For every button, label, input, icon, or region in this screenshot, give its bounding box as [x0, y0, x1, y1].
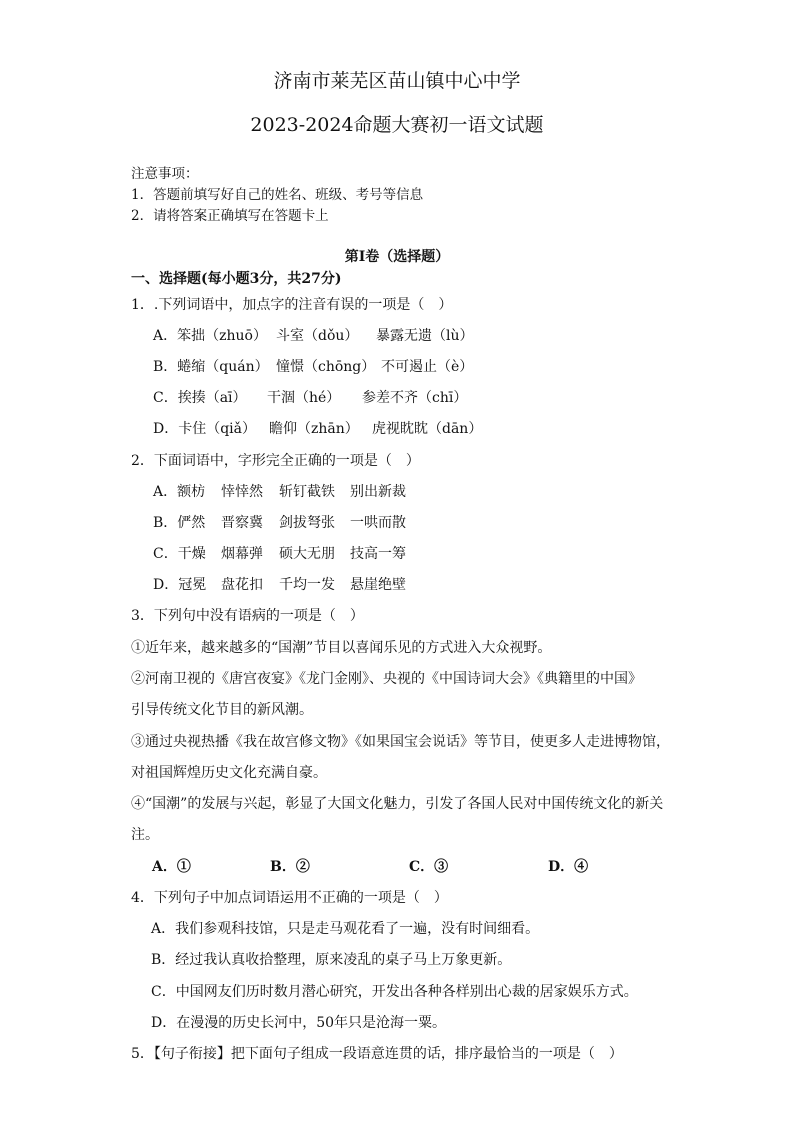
q3-choice-a: A．①: [152, 859, 191, 875]
question-3-sentence-4: ④“国潮”的发展与兴起，彰显了大国文化魅力，引发了各国人民对中国传统文化的新关: [131, 796, 664, 812]
question-3-stem: 3．下列句中没有语病的一项是（ ）: [131, 608, 364, 624]
q2-b-word-3: 剑拔弩张: [279, 515, 335, 531]
q2-a-word-1: A．额枋: [153, 484, 206, 500]
section-heading: 一、选择题(每小题3分，共27分): [131, 271, 342, 287]
q2-d-word-2: 盘花扣: [221, 577, 263, 593]
note-item-2: 2．请将答案正确填写在答题卡上: [131, 208, 329, 224]
question-4-option-a: A．我们参观科技馆，只是走马观花看了一遍，没有时间细看。: [151, 921, 540, 937]
q2-b-word-4: 一哄而散: [350, 515, 406, 531]
school-title: 济南市莱芜区苗山镇中心中学: [273, 70, 521, 92]
q2-d-word-1: D．冠冕: [153, 577, 207, 593]
q2-b-word-1: B．俨然: [153, 515, 206, 531]
note-item-1: 1．答题前填写好自己的姓名、班级、考号等信息: [131, 187, 424, 203]
question-4-stem: 4．下列句子中加点词语运用不正确的一项是（ ）: [131, 890, 448, 906]
question-3-sentence-1: ①近年来，越来越多的“国潮”节目以喜闻乐见的方式进入大众视野。: [131, 640, 552, 656]
q1-d-word-2: 瞻仰（zhān）: [269, 421, 359, 437]
q2-d-word-3: 千均一发: [279, 577, 335, 593]
q1-a-word-2: 斗室（dǒu）: [276, 328, 359, 344]
question-3-sentence-3-cont: 对祖国辉煌历史文化充满自豪。: [131, 765, 327, 781]
question-5-stem: 5．【句子衔接】把下面句子组成一段语意连贯的话，排序最恰当的一项是（ ）: [131, 1046, 623, 1062]
q3-choice-d: D．④: [548, 859, 589, 875]
question-3-sentence-3: ③通过央视热播《我在故宫修文物》《如果国宝会说话》等节目，使更多人走进博物馆，: [131, 734, 670, 750]
question-4-option-c: C．中国网友们历时数月潜心研究，开发出各种各样别出心裁的居家娱乐方式。: [151, 984, 638, 1000]
q1-b-word-2: 憧憬（chōng）: [276, 359, 376, 375]
question-4-option-d: D．在漫漫的历史长河中，50年只是沧海一粟。: [151, 1015, 447, 1031]
q1-a-word-3: 暴露无遗（lù）: [376, 328, 474, 344]
q2-c-word-3: 硕大无朋: [279, 546, 335, 562]
q2-c-word-2: 烟幕弹: [221, 546, 263, 562]
q2-b-word-2: 晋察冀: [221, 515, 263, 531]
q1-b-word-3: 不可遏止（è）: [381, 359, 474, 375]
q2-d-word-4: 悬崖绝壁: [350, 577, 406, 593]
q1-d-word-3: 虎视眈眈（dān）: [372, 421, 483, 437]
exam-title: 2023-2024命题大赛初一语文试题: [250, 114, 544, 136]
q3-choice-c: C．③: [409, 859, 449, 875]
q2-c-word-4: 技高一筹: [350, 546, 406, 562]
q1-c-word-3: 参差不齐（chī）: [362, 390, 468, 406]
q2-a-word-3: 斩钉截铁: [279, 484, 335, 500]
q1-c-word-2: 干涸（hé）: [267, 390, 341, 406]
question-4-option-b: B．经过我认真收拾整理，原来凌乱的桌子马上万象更新。: [151, 952, 512, 968]
q1-c-word-1: C．挨揍（aī）: [153, 390, 247, 406]
q2-c-word-1: C．干燥: [153, 546, 206, 562]
question-2-stem: 2．下面词语中，字形完全正确的一项是（ ）: [131, 453, 420, 469]
volume-title: 第I卷（选择题）: [344, 249, 450, 265]
q2-a-word-4: 别出新裁: [350, 484, 406, 500]
q2-a-word-2: 悻悻然: [221, 484, 263, 500]
question-3-sentence-2: ②河南卫视的《唐宫夜宴》《龙门金刚》、央视的《中国诗词大会》《典籍里的中国》: [131, 671, 642, 687]
question-3-sentence-4-cont: 注。: [131, 827, 159, 843]
question-3-sentence-2-cont: 引导传统文化节目的新风潮。: [131, 702, 313, 718]
question-1-stem: 1．.下列词语中，加点字的注音有误的一项是（ ）: [131, 297, 453, 313]
q3-choice-b: B．②: [270, 859, 310, 875]
q1-a-word-1: A．笨拙（zhuō）: [153, 328, 267, 344]
q1-d-word-1: D．卡住（qiǎ）: [153, 421, 257, 437]
q1-b-word-1: B．蜷缩（quán）: [153, 359, 269, 375]
notes-heading: 注意事项：: [131, 166, 199, 182]
